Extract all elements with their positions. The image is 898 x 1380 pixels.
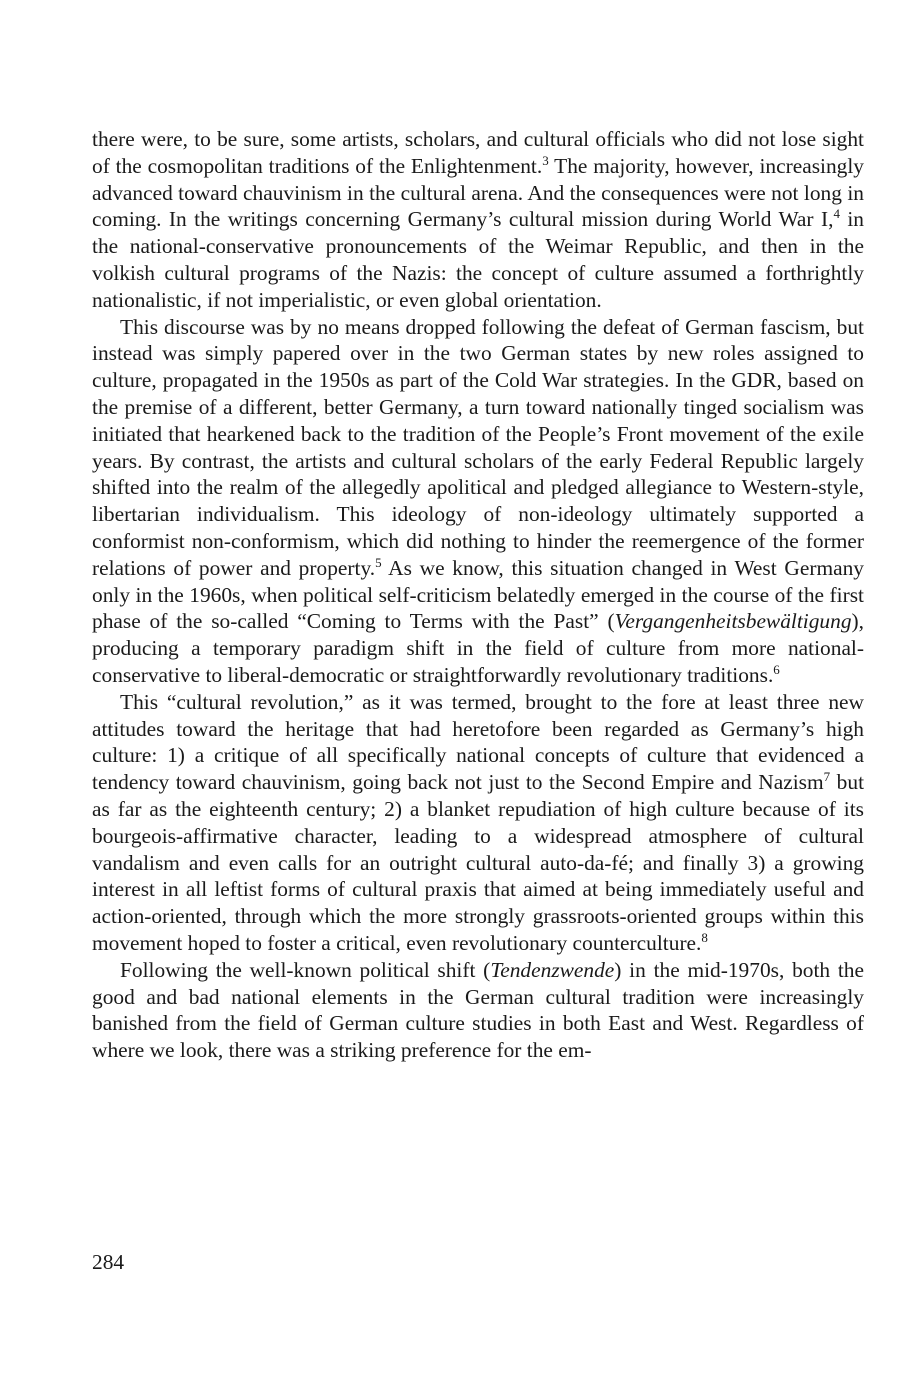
paragraph-text: there were, to be sure, some artists, scholars, and cultural officials who did not lose sight of the cosmopolitan traditions of the Enlightenment. xyxy=(92,127,864,178)
paragraph-text: This “cultural revolution,” as it was termed, brought to the fore at least three new attitudes toward the heritage that had heretofore been regarded as Germany’s high culture: 1) a critique of all specifically national concepts of culture that evidenced a tendency toward chauvinism, going back not just to the Second Empire and Nazism xyxy=(92,689,864,795)
italic-term: Tendenzwende xyxy=(490,957,615,982)
paragraph-text: As we know, this situation changed in West Germany only in the 1960s, when political self-criticism belatedly emerged in the course of the first phase of the so-called “Coming to Terms with the Past” ( xyxy=(92,555,864,634)
footnote-marker: 3 xyxy=(542,152,549,168)
paragraph-1 xyxy=(92,126,864,314)
page-number: 284 xyxy=(92,1250,125,1274)
paragraph-text: but as far as the eighteenth century; 2) a blanket repudiation of high culture because of its bourgeois-affirmative character, leading to a widespread atmosphere of cultural vandalism and even calls for an outright cultural auto-da-fé; and finally 3) a growing interest in all leftist forms of cultural praxis that aimed at being immediately useful and action-oriented, through which the more strongly grassroots-oriented groups within this movement hoped to foster a critical, even revolutionary counterculture. xyxy=(92,770,865,955)
paragraph-3 xyxy=(92,689,864,957)
footnote-marker: 5 xyxy=(375,554,382,570)
paragraph-text: in the national-conservative pronouncements of the Weimar Republic, and then in the volkish cultural programs of the Nazis: the concept of culture assumed a forthrightly nationalistic, if not imperialistic, or even global orientation. xyxy=(92,207,864,312)
paragraph-4 xyxy=(92,957,864,1064)
paragraph-text: This discourse was by no means dropped following the defeat of German fascism, but instead was simply papered over in the two German states by new roles assigned to culture, propagated in the 1950s as part of the Cold War strategies. In the GDR, based on the premise of a different, better Germany, a turn toward nationally tinged socialism was initiated that hearkened back to the tradition of the People’s Front movement of the exile years. By contrast, the artists and cultural scholars of the early Federal Republic largely shifted into the realm of the allegedly apolitical and pledged allegiance to Western-style, libertarian individualism. This ideology of non-ideology ultimately supported a conformist non-conformism, which did nothing to hinder the reemergence of the former relations of power and property. xyxy=(92,314,864,580)
paragraph-text: The majority, however, increasingly advanced toward chauvinism in the cultural arena. And the consequences were not long in coming. In the writings concerning Germany’s cultural mission during World War I, xyxy=(92,153,864,232)
paragraph-text: ) in the mid-1970s, both the good and bad national elements in the German cultural tradition were increasingly banished from the field of German culture studies in both East and West. Regardless of where we look, there was a striking preference for the em- xyxy=(92,957,864,1063)
paragraph-2 xyxy=(92,314,864,689)
footnote-marker: 8 xyxy=(701,929,708,945)
paragraph-text: ), producing a temporary paradigm shift in the field of culture from more national-conservative to liberal-democratic or straightforwardly revolutionary traditions. xyxy=(92,609,864,687)
footnote-marker: 7 xyxy=(823,769,831,785)
page-body xyxy=(92,126,864,1064)
footnote-marker: 6 xyxy=(773,661,780,677)
paragraph-text: Following the well-known political shift ( xyxy=(120,957,491,982)
italic-term: Vergangenheitsbewältigung xyxy=(614,609,852,634)
footnote-marker: 4 xyxy=(833,206,840,222)
